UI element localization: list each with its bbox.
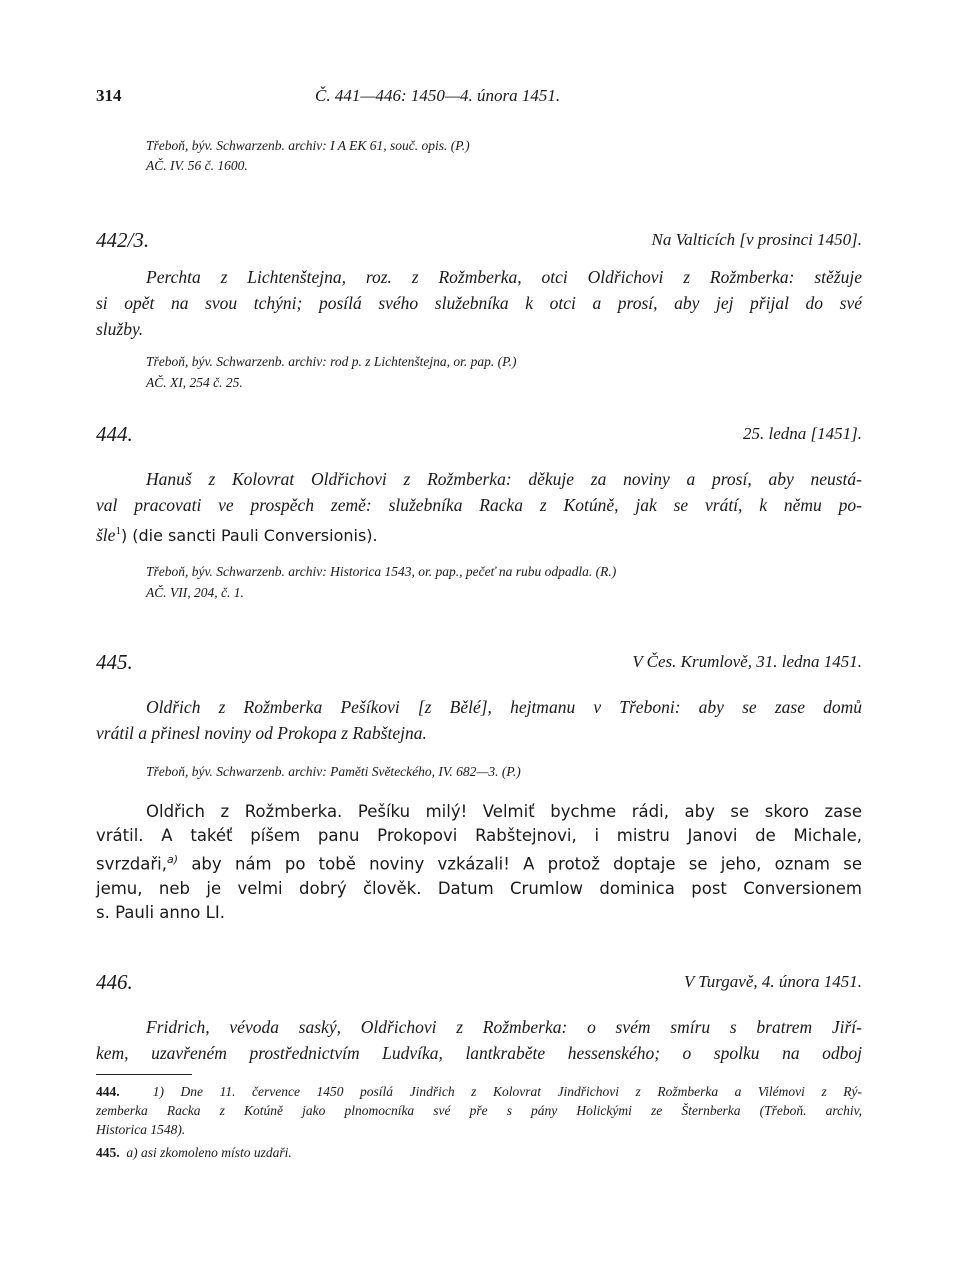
- document-date: 25. ledna [1451].: [743, 424, 862, 443]
- regest-line: Oldřich z Rožmberka Pešíkovi [z Bělé], hejtmanu v Třeboni: aby se zase domů: [146, 697, 862, 717]
- document-date: Na Valticích [v prosinci 1450].: [651, 230, 862, 249]
- regest: [96, 1014, 862, 1066]
- source-note: AČ. XI, 254 č. 25.: [146, 375, 243, 390]
- text-line: jemu, neb je velmi dobrý člověk. Datum Crumlow dominica post Conversionem: [96, 878, 862, 898]
- document-number: 444.: [96, 422, 133, 446]
- source-note: Třeboň, býv. Schwarzenb. archiv: Historica 1543, or. pap., pečeť na rubu odpadla. (R.): [146, 564, 617, 579]
- regest-line: si opět na svou tchýni; posílá svého služebníka k otci a prosí, aby jej přijal do své: [96, 293, 862, 313]
- source-note: Třeboň, býv. Schwarzenb. archiv: Paměti Světeckého, IV. 682—3. (P.): [146, 764, 521, 779]
- regest-line: vrátil a přinesl noviny od Prokopa z Rabštejna.: [96, 723, 427, 743]
- document-date: V Čes. Krumlově, 31. ledna 1451.: [632, 652, 862, 671]
- source-note: AČ. VII, 204, č. 1.: [146, 585, 244, 600]
- regest-line: kem, uzavřeném prostřednictvím Ludvíka, lantkraběte hessenského; o spolku na odboj: [96, 1043, 862, 1063]
- source-note: Třeboň, býv. Schwarzenb. archiv: rod p. z Lichtenštejna, or. pap. (P.): [146, 354, 517, 369]
- regest-line: val pracovati ve prospěch země: služebníka Racka z Kotúně, jak se vrátí, k němu po-: [96, 495, 862, 515]
- regest-line: Hanuš z Kolovrat Oldřichovi z Rožmberka: děkuje za noviny a prosí, aby neustá-: [146, 469, 862, 489]
- footnote-445: 445. a) asi zkomoleno místo uzdaři.: [96, 1145, 292, 1160]
- regest-line: Perchta z Lichtenštejna, roz. z Rožmberka, otci Oldřichovi z Rožmberka: stěžuje: [146, 267, 862, 287]
- text-line: vrátil. A takéť píšem panu Prokopovi Rabštejnovi, i mistru Janovi de Michale,: [96, 826, 862, 845]
- document-number: 446.: [96, 970, 133, 994]
- footnote-ref: a): [167, 853, 179, 866]
- text-line: Oldřich z Rožmberka. Pešíku milý! Velmiť bychme rádi, aby se skoro zase: [146, 802, 862, 821]
- footnote-444: 444. 1) Dne 11. července 1450 posílá Jindřich z Kolovrat Jindřichovi z Rožmberka a Vilémovi z Rý- zemberka Racka z Kotúně jako plnomocníka své pře s pány Holickými ze Šternberka (Třeboň. archiv, Historica 1548).: [96, 1084, 862, 1137]
- regest-line: šle$^1$) (die sancti Pauli Conversionis).: [96, 524, 378, 545]
- regest-line: služby.: [96, 319, 144, 339]
- regest-line: Fridrich, vévoda saský, Oldřichovi z Rožmberka: o svém smíru s bratrem Jiří-: [146, 1017, 862, 1037]
- regest: [96, 694, 862, 746]
- text-line: svrzdaři,$^{a)}$ aby nám po tobě noviny vzkázali! A protož doptaje se jeho, oznam se: [96, 853, 862, 874]
- document-number: 442/3.: [96, 228, 150, 252]
- footnote-ref: 1: [115, 525, 121, 537]
- document-number: 445.: [96, 650, 133, 674]
- running-title: Č. 441—446: 1450—4. února 1451.: [315, 86, 561, 105]
- text-line: s. Pauli anno LI.: [96, 902, 225, 922]
- footnote-label: 444.: [96, 1084, 120, 1099]
- footnote-rule: [96, 1074, 192, 1075]
- page-number: 314: [96, 86, 122, 105]
- regest: [96, 264, 862, 342]
- source-note: Třeboň, býv. Schwarzenb. archiv: I A EK 61, souč. opis. (P.): [146, 138, 470, 153]
- source-note: AČ. IV. 56 č. 1600.: [146, 158, 248, 173]
- regest: [96, 466, 862, 549]
- letter-text: [96, 800, 862, 925]
- footnote-label: 445.: [96, 1145, 120, 1160]
- document-date: V Turgavě, 4. února 1451.: [683, 972, 862, 991]
